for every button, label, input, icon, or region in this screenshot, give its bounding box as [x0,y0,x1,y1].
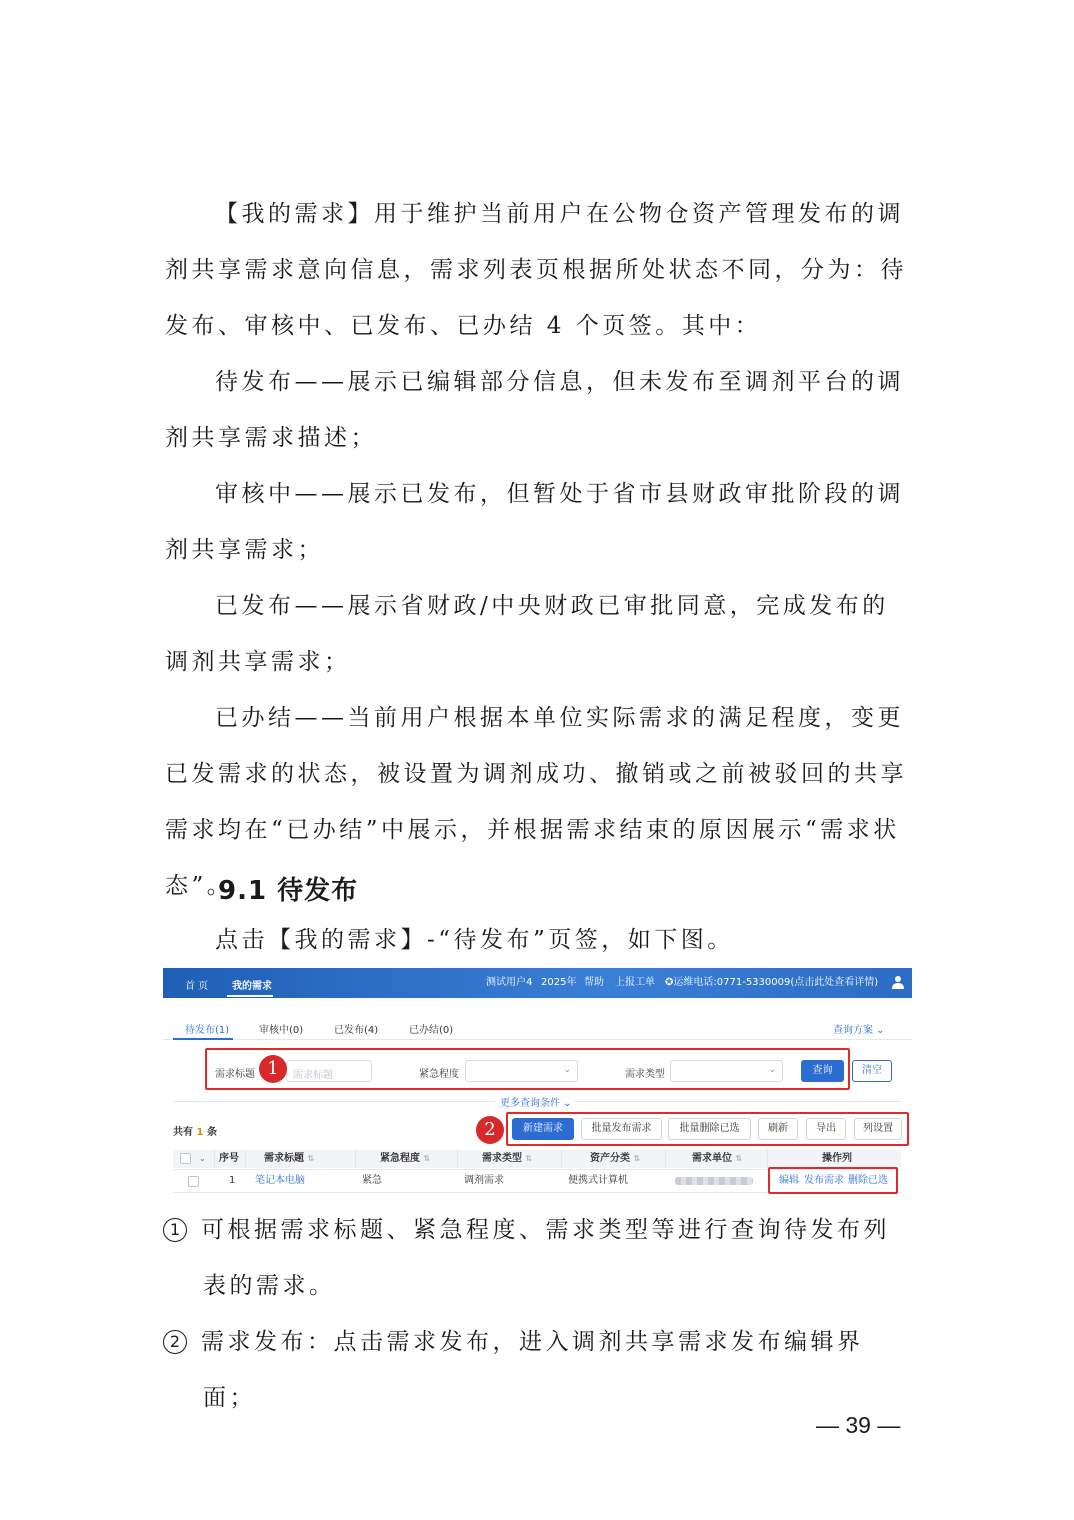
published-description: 已发布——展示省财政/中央财政已审批同意，完成发布的调剂共享需求； [165,593,889,675]
column-header-unit[interactable]: 需求单位 ⇅ [666,1150,768,1168]
cell-type: 调剂需求 [464,1175,504,1186]
row-checkbox[interactable] [188,1176,199,1187]
circled-number-1: 1 [163,1218,187,1242]
select-all-header[interactable] [173,1150,215,1168]
sort-icon[interactable]: ⇅ [735,1154,743,1163]
search-button[interactable]: 查询 [801,1060,844,1082]
cell-title-link[interactable]: 笔记本电脑 [255,1175,305,1186]
intro-paragraph: 【我的需求】用于维护当前用户在公物仓资产管理发布的调剂共享需求意向信息，需求列表页根据所处状态不同，分为：待发布、审核中、已发布、已办结 4 个页签。其中： [165,201,907,339]
year-selector[interactable]: 2025年 [541,977,577,988]
tab-reviewing[interactable]: 审核中(0) [259,1025,304,1036]
note-2: 2 需求发布：点击需求发布，进入调剂共享需求发布编辑界面； [163,1314,913,1426]
chevron-down-icon: ⌄ [768,1065,776,1075]
active-tab-indicator [173,1038,233,1040]
sort-icon[interactable]: ⇅ [423,1154,431,1163]
sort-icon[interactable]: ⇅ [525,1154,533,1163]
new-need-button[interactable]: 新建需求 [512,1118,574,1140]
highlight-box-actions [506,1112,909,1146]
column-settings-button[interactable]: 列设置 [854,1118,902,1140]
tab-closed[interactable]: 已办结(0) [409,1025,454,1036]
highlight-box-ops [768,1167,898,1194]
more-conditions-toggle[interactable]: 更多查询条件 ⌄ [500,1098,572,1109]
urgency-filter-label: 紧急程度 [419,1069,459,1080]
user-icon[interactable] [892,975,904,989]
sort-icon[interactable]: ⇅ [633,1154,641,1163]
query-scheme-dropdown[interactable]: 查询方案 ⌄ [833,1025,885,1036]
cell-unit-redacted [675,1177,753,1185]
title-filter-label: 需求标题 [215,1069,255,1080]
hotline-link[interactable]: ✪运维电话:0771-5330009(点击此处查看详情) [665,977,879,988]
cell-category: 便携式计算机 [568,1175,628,1186]
section-heading: 9.1 待发布 [218,876,359,906]
column-header-title[interactable]: 需求标题 ⇅ [246,1150,356,1168]
figure-caption: 点击【我的需求】-“待发布”页签，如下图。 [215,927,734,953]
tab-pending[interactable]: 待发布(1) [185,1025,230,1036]
column-header-ops: 操作列 [768,1150,901,1168]
column-header-category[interactable]: 资产分类 ⇅ [562,1150,666,1168]
batch-delete-button[interactable]: 批量删除已选 [668,1118,751,1140]
select-all-checkbox[interactable] [180,1153,191,1164]
pending-description: 待发布——展示已编辑部分信息，但未发布至调剂平台的调剂共享需求描述； [165,369,904,451]
nav-active-indicator [227,995,273,997]
divider [173,1101,495,1102]
chevron-down-icon: ⌄ [563,1065,571,1075]
export-button[interactable]: 导出 [806,1118,846,1140]
highlight-box-filters [205,1048,850,1090]
closed-description: 已办结——当前用户根据本单位实际需求的满足程度，变更已发需求的状态，被设置为调剂成功、撤销或之前被驳回的共享需求均在“已办结”中展示，并根据需求结束的原因展示“需求状态”。 [165,705,907,899]
column-header-index: 序号 [215,1150,246,1168]
info-icon: ✪ [665,977,674,988]
report-ticket-link[interactable]: 上报工单 [615,977,655,988]
type-filter-label: 需求类型 [625,1069,665,1080]
title-filter-input[interactable]: 需求标题 [286,1060,372,1082]
column-header-urgency[interactable]: 紧急程度 ⇅ [356,1150,458,1168]
circled-number-2: 2 [163,1330,187,1354]
delete-selected-link[interactable]: 删除已选 [848,1175,888,1186]
record-count: 共有 1 条 [173,1127,217,1138]
cell-urgency: 紧急 [362,1175,382,1186]
sort-icon[interactable]: ⇅ [307,1154,315,1163]
callout-badge-1: 1 [259,1055,287,1083]
refresh-button[interactable]: 刷新 [758,1118,798,1140]
callout-badge-2: 2 [476,1116,504,1144]
chevron-down-icon[interactable]: ⌄ [199,1154,206,1163]
note-1: 1 可根据需求标题、紧急程度、需求类型等进行查询待发布列表的需求。 [163,1202,913,1314]
user-name[interactable]: 测试用户4 [486,977,533,988]
tab-published[interactable]: 已发布(4) [334,1025,379,1036]
review-description: 审核中——展示已发布，但暂处于省市县财政审批阶段的调剂共享需求； [165,481,904,563]
status-tabs [163,1008,912,1040]
cell-index: 1 [229,1175,236,1186]
page-number: — 39 — [816,1412,901,1438]
clear-button[interactable]: 清空 [852,1060,892,1082]
batch-publish-button[interactable]: 批量发布需求 [581,1118,662,1140]
publish-need-link[interactable]: 发布需求 [804,1175,844,1186]
edit-link[interactable]: 编辑 [779,1175,799,1186]
help-link[interactable]: 帮助 [584,977,604,988]
top-navigation-bar [163,968,912,998]
nav-my-needs[interactable]: 我的需求 [232,981,272,992]
nav-home[interactable]: 首 页 [185,981,209,992]
embedded-screenshot [163,968,912,1197]
column-header-type[interactable]: 需求类型 ⇅ [458,1150,562,1168]
divider [575,1101,901,1102]
